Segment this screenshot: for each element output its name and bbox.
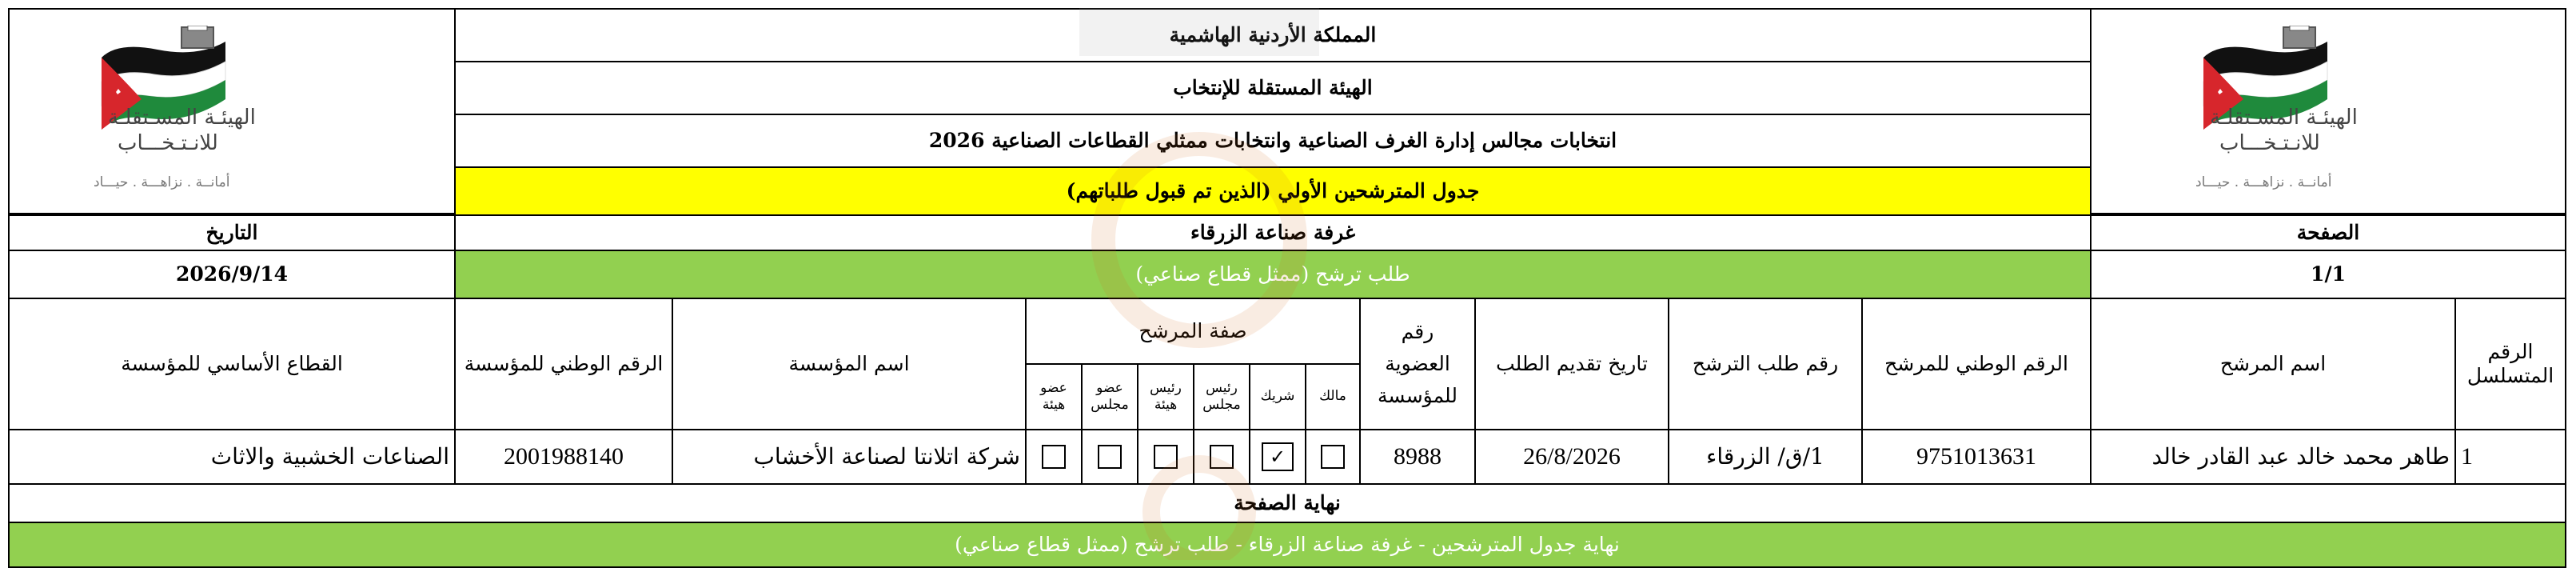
- date-value: 2026/9/14: [8, 250, 456, 299]
- logo-block-left: [8, 8, 456, 214]
- header-commission: الهيئة المستقلة للإنتخاب: [454, 61, 2092, 115]
- col-capacity-partner: شريك: [1249, 363, 1306, 430]
- table-title: جدول المترشحين الأولي (الذين تم قبول طلباتهم): [454, 166, 2092, 216]
- logo-motto: أمانــة . نزاهـــة . حيـــاد: [2195, 174, 2332, 190]
- col-membership-number: رقم العضوية للمؤسسة: [1359, 298, 1476, 430]
- col-capacity-owner: مالك: [1305, 363, 1361, 430]
- header-kingdom: المملكة الأردنية الهاشمية: [454, 8, 2092, 62]
- row-capacity-committee-chair-cell: [1137, 429, 1194, 485]
- row-submission-date: 26/8/2026: [1474, 429, 1669, 485]
- col-candidate-national-id: الرقم الوطني للمرشح: [1861, 298, 2092, 430]
- chamber-name: غرفة صناعة الزرقاء: [454, 214, 2092, 251]
- date-label: التاريخ: [8, 214, 456, 251]
- capacity-committee-chair-checkbox[interactable]: [1154, 445, 1178, 469]
- logo-block-right: [2090, 8, 2566, 214]
- row-capacity-board-member-cell: [1081, 429, 1138, 485]
- col-institution-national-id: الرقم الوطني للمؤسسة: [454, 298, 673, 430]
- col-main-sector: القطاع الأساسي للمؤسسة: [8, 298, 456, 430]
- logo-name-line1: الهيئـة المسـتقلـة: [2210, 106, 2358, 130]
- col-submission-date: تاريخ تقديم الطلب: [1474, 298, 1669, 430]
- col-serial: الرقم المتسلسل: [2454, 298, 2566, 430]
- capacity-board-member-checkbox[interactable]: [1098, 445, 1122, 469]
- page-value: 1/1: [2090, 250, 2566, 299]
- col-capacity-committee-member: عضو هيئة: [1025, 363, 1083, 430]
- logo-name-line2: للانـتـخـــاب: [2219, 131, 2320, 155]
- col-capacity-group: صفة المرشح: [1025, 298, 1361, 365]
- row-main-sector: الصناعات الخشبية والاثاث: [8, 429, 456, 485]
- row-institution-name: شركة اتلانتا لصناعة الأخشاب: [672, 429, 1027, 485]
- col-request-number: رقم طلب الترشح: [1668, 298, 1863, 430]
- header-elections: انتخابات مجالس إدارة الغرف الصناعية وانتخابات ممثلي القطاعات الصناعية 2026: [454, 114, 2092, 168]
- col-capacity-board-chair: رئيس مجلس: [1193, 363, 1250, 430]
- col-capacity-board-member: عضو مجلس: [1081, 363, 1138, 430]
- commission-logo-right: [2187, 26, 2475, 202]
- logo-motto: أمانــة . نزاهـــة . حيـــاد: [94, 174, 230, 190]
- row-capacity-board-chair-cell: [1193, 429, 1250, 485]
- request-type: طلب ترشح (ممثل قطاع صناعي): [454, 250, 2092, 299]
- page-label: الصفحة: [2090, 214, 2566, 251]
- row-request-number: 1/ق/ الزرقاء: [1668, 429, 1863, 485]
- logo-name-line2: للانـتـخـــاب: [118, 131, 218, 155]
- page-end: نهاية الصفحة: [8, 483, 2566, 523]
- row-serial: 1: [2454, 429, 2566, 485]
- capacity-board-chair-checkbox[interactable]: [1210, 445, 1234, 469]
- capacity-committee-member-checkbox[interactable]: [1042, 445, 1066, 469]
- table-end: نهاية جدول المترشحين - غرفة صناعة الزرقاء - طلب ترشح (ممثل قطاع صناعي): [8, 522, 2566, 568]
- row-capacity-owner-cell: [1305, 429, 1361, 485]
- row-candidate-national-id: 9751013631: [1861, 429, 2092, 485]
- row-institution-national-id: 2001988140: [454, 429, 673, 485]
- col-candidate-name: اسم المرشح: [2090, 298, 2456, 430]
- logo-name-line1: الهيئـة المسـتقلـة: [108, 106, 256, 130]
- col-institution-name: اسم المؤسسة: [672, 298, 1027, 430]
- row-candidate-name: طاهر محمد خالد عبد القادر خالد: [2090, 429, 2456, 485]
- row-capacity-partner-cell: [1249, 429, 1306, 485]
- commission-logo-left: [86, 26, 373, 202]
- capacity-owner-checkbox[interactable]: [1321, 445, 1345, 469]
- capacity-partner-checkbox[interactable]: ✓: [1262, 442, 1294, 471]
- row-capacity-committee-member-cell: [1025, 429, 1083, 485]
- row-membership-number: 8988: [1359, 429, 1476, 485]
- col-capacity-committee-chair: رئيس هيئة: [1137, 363, 1194, 430]
